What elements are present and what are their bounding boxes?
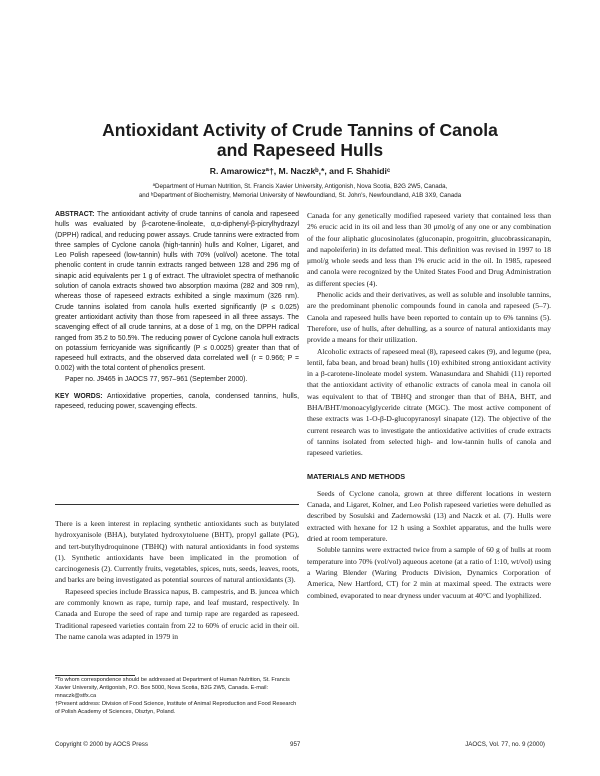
paper-title-line-2: and Rapeseed Hulls bbox=[216, 140, 384, 160]
footnote-present-address: †Present address: Division of Food Science, Institute of Animal Reproduction and Food Research of Polish Academy of Sciences, Olsztyn, Poland. bbox=[55, 700, 297, 715]
right-paragraph-1: Canada for any genetically modified rapeseed variety that contained less than 2% erucic acid in its oil and less than 30 μmol/g of any one or any combination of the four aliphatic glucosinolates (gluconapin, progoitrin, glucobrassicanapin, and napoleiferin) in its defatted meal. This definition was revised in 1997 to 18 μmol/g whole seeds and less than 1% erucic acid in the oil. In 1985, rapeseed and canola were recognized by the United States Food and Drug Administration as different species (4). bbox=[307, 211, 551, 288]
keywords-label: KEY WORDS: bbox=[55, 393, 103, 401]
footer-journal: JAOCS, Vol. 77, no. 9 (2000) bbox=[465, 741, 545, 748]
intro-paragraph-2: Rapeseed species include Brassica napus, B. campestris, and B. juncea which are commonly known as rape, turnip rape, and leaf mustard, respectively. In Canada and Europe the seed of rape and turnip rape are regarded as rapeseed. Traditional rapeseed varieties contain from 22 to 60% of erucic acid in their oil. The name canola was adapted in 1979 in bbox=[55, 586, 299, 641]
methods-paragraph-1: Seeds of Cyclone canola, grown at three different locations in western Canada, and Ligaret, Kolner, and Leo Polish rapeseed varieties were dehulled as described by Sosulski and Zadernowski (13) and Naczk et al. (7). Hulls were extracted with hexane for 12 h using a Soxhlet apparatus, and the hulls were dried at room temperature. bbox=[307, 488, 551, 544]
footnote-correspondence: *To whom correspondence should be addressed at Department of Human Nutrition, St. Francis Xavier University, Antigonish, P.O. Box 5000, Nova Scotia, B2G 2W5, Canada. E-mail: mnaczk@stfx.ca bbox=[55, 677, 290, 699]
footer-page-number: 957 bbox=[290, 741, 301, 748]
intro-paragraph-1: There is a keen interest in replacing synthetic antioxidants such as butylated hydroxyanisole (BHA), butylated hydroxytoluene (BHT), propyl gallate (PG), and tert-butylhydroquinone (TBHQ) with natural antioxidants in food systems (1). Synthetic antioxidants have been implicated in the promotion of carcinogenesis (2). Currently fruits, vegetables, spices, nuts, seeds, leaves, roots, and barks are being investigated as potential sources of natural antioxidants (3). bbox=[55, 519, 299, 585]
affiliation-1: ªDepartment of Human Nutrition, St. Francis Xavier University, Antigonish, Nova Scotia, B2G 2W5, Canada, bbox=[152, 183, 448, 190]
right-paragraph-2: Phenolic acids and their derivatives, as well as soluble and insoluble tannins, are the predominant phenolic compounds found in canola and rapeseed (5–7). Canola and rapeseed hulls have been reported to contain up to 6% tannins (5). Therefore, use of hulls, after dehulling, as a source of natural antioxidants may provide a means for their utilization. bbox=[307, 290, 551, 345]
abstract-label: ABSTRACT: bbox=[55, 211, 95, 218]
affiliation-2: and ᵇDepartment of Biochemistry, Memorial University of Newfoundland, St. John’s, Newfoundland, A1B 3X9, Canada bbox=[138, 192, 462, 199]
right-paragraph-3: Alcoholic extracts of rapeseed meal (8), rapeseed cakes (9), and legume (pea, lentil, faba bean, and broad bean) hulls (10) exhibited strong antioxidant activity in a β-carotene-linoleate model system. Wanasundara and Shahidi (11) reported that the antioxidant activity of ethanolic extracts of canola meal in canola oil was equivalent to that of TBHQ and stronger than that of BHA, BHT, and BHA/BHT/monoacylglyceride citrate (MGC). The most active component of these extracts was 1-O-β-D-glucopyranosyl sinapate (12). The objective of the current research was to investigate the antioxidative activities of crude extracts of tannins isolated from selected high- and low-tannin hulls of canola and rapeseed varieties. bbox=[307, 346, 551, 458]
footer-copyright: Copyright © 2000 by AOCS Press bbox=[55, 741, 148, 748]
keywords-paragraph bbox=[55, 392, 299, 413]
abstract-block bbox=[55, 210, 299, 413]
footnote-divider bbox=[55, 675, 135, 676]
footnotes bbox=[55, 677, 299, 717]
methods-paragraph-2: Soluble tannins were extracted twice from a sample of 60 g of hulls at room temperature into 70% (vol/vol) aqueous acetone (at a ratio of 1:10, wt/vol) using a Waring Blender (Waring Products Division, Dynamics Corporation of America, New Hartford, CT) for 2 min at maximal speed. The extracts were combined, evaporated to near dryness under vacuum at 40°C and lyophilized. bbox=[307, 545, 551, 600]
paper-title-line-1: Antioxidant Activity of Crude Tannins of Canola bbox=[102, 120, 498, 140]
author-list: R. Amarowiczª†, M. Naczkᵇ,*, and F. Shahidiᶜ bbox=[209, 166, 391, 176]
paper-number: Paper no. J9465 in JAOCS 77, 957–961 (September 2000). bbox=[65, 375, 248, 383]
introduction-block bbox=[55, 518, 299, 642]
methods-heading: MATERIALS AND METHODS bbox=[307, 471, 406, 481]
keywords-text: Antioxidative properties, canola, condensed tannins, hulls, rapeseed, reducing power, scavenging effects. bbox=[55, 393, 299, 411]
right-column bbox=[307, 210, 551, 601]
abstract-paragraph bbox=[55, 210, 299, 375]
abstract-divider bbox=[55, 504, 299, 505]
abstract-text: The antioxidant activity of crude tannins of canola and rapeseed hulls was evaluated by β-carotene-linoleate, α,α-diphenyl-β-picrylhydrazyl (DPPH) radical, and reducing power assays. Crude tannins were extracted from three samples of Cyclone canola (high-tannin) hulls and Kolner, Ligaret, and Leo Polish rapeseed (low-tannin) hulls with 70% (vol/vol) acetone. The total phenolic content in crude tannin extracts ranged between 128 and 296 mg of sinapic acid equivalents per 1 g of extract. The ultraviolet spectra of methanolic solution of canola extracts showed two absorption maxima (282 and 309 nm), whereas those of rapeseed extracts exhibited a single maximum (326 nm). Crude tannins isolated from canola hulls exerted significantly (P ≤ 0.025) greater antioxidant activity than those from rapeseed in all three assays. The scavenging effect of all crude tannins, at a dose of 1 mg, on the DPPH radical ranged from 35.2 to 50.5%. The reducing power of Cyclone canola hull extracts on potassium ferricyanide was significantly (P ≤ 0.0025) greater than that of rapeseed hull extracts, and the observed data correlated well (r = 0.966; P = 0.002) with the total content of phenolics present. bbox=[55, 211, 299, 373]
